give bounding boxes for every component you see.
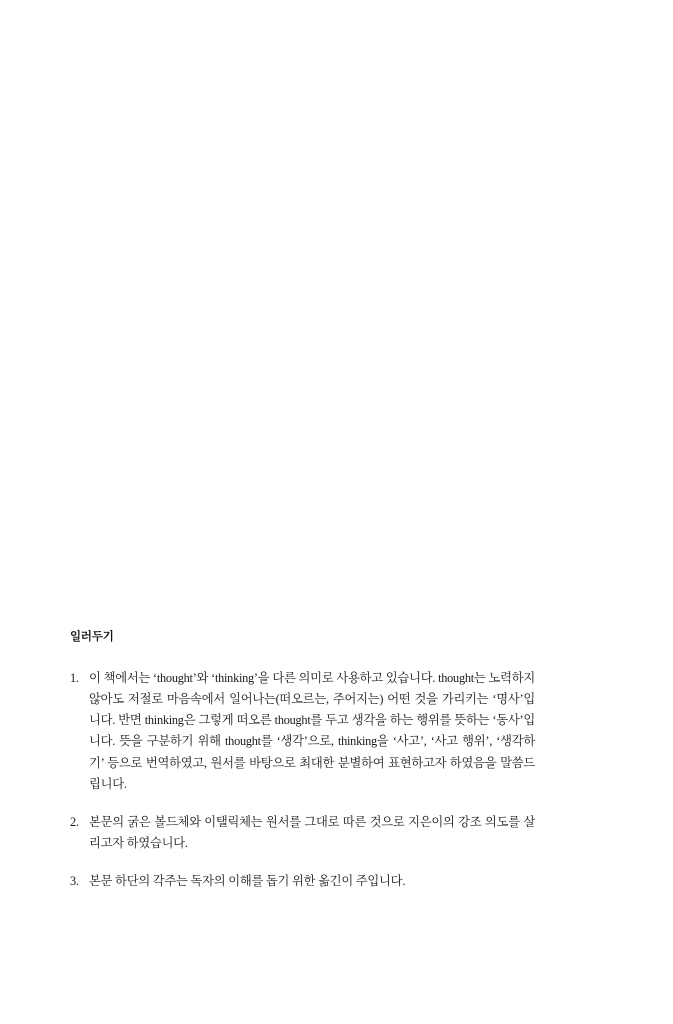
list-item <box>70 812 535 854</box>
list-item-text: 본문 하단의 각주는 독자의 이해를 돕기 위한 옮긴이 주입니다. <box>89 874 406 889</box>
list-item-text: 이 책에서는 ‘thought’와 ‘thinking’을 다른 의미로 사용하고 있습니다. thought는 노력하지 않아도 저절로 마음속에서 일어나는(떠오르는, 주어지는) 어떤 것을 가리키는 ‘명사’입니다. 반면 thinking은 그렇게 떠오른 thought를 두고 생각을 하는 행위를 뜻하는 ‘동사’입니다. 뜻을 구분하기 위해 thought를 ‘생각’으로, thinking을 ‘사고’, ‘사고 행위’, ‘생각하기’ 등으로 번역하였고, 원서를 바탕으로 최대한 분별하여 표현하고자 하였음을 말씀드립니다. <box>89 671 535 791</box>
notes-section <box>70 628 535 892</box>
list-item-number: 3. <box>70 874 79 889</box>
list-item-text: 본문의 굵은 볼드체와 이탤릭체는 원서를 그대로 따른 것으로 지은이의 강조 의도를 살리고자 하였습니다. <box>89 814 535 850</box>
list-item-number: 1. <box>70 671 79 685</box>
list-item <box>70 668 535 795</box>
notes-list <box>70 668 535 892</box>
list-item <box>70 871 535 892</box>
page-title: 일러두기 <box>70 631 114 643</box>
list-item-number: 2. <box>70 814 79 829</box>
